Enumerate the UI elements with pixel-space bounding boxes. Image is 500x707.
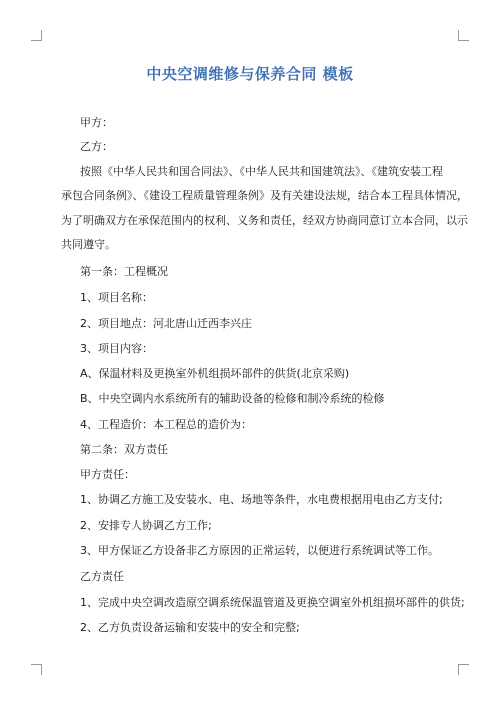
list-item: B、中央空调内水系统所有的辅助设备的检修和制冷系统的检修	[80, 392, 385, 405]
paragraph-line: 按照《中华人民共和国合同法》、《中华人民共和国建筑法》、《建筑安装工程	[80, 165, 443, 178]
list-item: 2、安排专人协调乙方工作;	[80, 519, 212, 532]
crop-mark-bottom-right	[458, 664, 469, 675]
list-item: 1、项目名称：	[80, 291, 153, 304]
subheading: 乙方责任	[80, 570, 124, 583]
crop-mark-top-right	[458, 30, 469, 41]
document-title: 中央空调维修与保养合同 模板	[146, 65, 354, 83]
list-item: 1、完成中央空调改造原空调系统保温管道及更换空调室外机组损坏部件的供货;	[80, 596, 465, 609]
party-b-line: 乙方：	[80, 140, 113, 153]
paragraph-line: 为了明确双方在承保范围内的权利、义务和责任，经双方协商同意订立本合同，以示	[61, 214, 468, 227]
list-item: 2、项目地点：河北唐山迁西李兴庄	[80, 317, 252, 330]
list-item: 4、工程造价：本工程总的造价为：	[80, 418, 252, 431]
list-item: A、保温材料及更换室外机组损坏部件的供货(北京采购)	[80, 367, 350, 380]
list-item: 1、协调乙方施工及安装水、电、场地等条件，水电费根据用电由乙方支付;	[80, 493, 443, 506]
crop-mark-top-left	[31, 30, 42, 41]
subheading: 甲方责任：	[80, 468, 135, 481]
list-item: 3、甲方保证乙方设备非乙方原因的正常运转，以便进行系统调试等工作。	[80, 544, 439, 557]
list-item: 3、项目内容：	[80, 342, 153, 355]
section-heading: 第二条：双方责任	[80, 443, 168, 456]
paragraph-line: 共同遵守。	[61, 238, 116, 251]
list-item: 2、乙方负责设备运输和安装中的安全和完整;	[80, 621, 300, 634]
party-a-line: 甲方：	[80, 116, 113, 129]
crop-mark-bottom-left	[31, 664, 42, 675]
section-heading: 第一条：工程概况	[80, 265, 168, 278]
paragraph-line: 承包合同条例》、《建设工程质量管理条例》及有关建设法规，结合本工程具体情况，	[61, 189, 468, 202]
